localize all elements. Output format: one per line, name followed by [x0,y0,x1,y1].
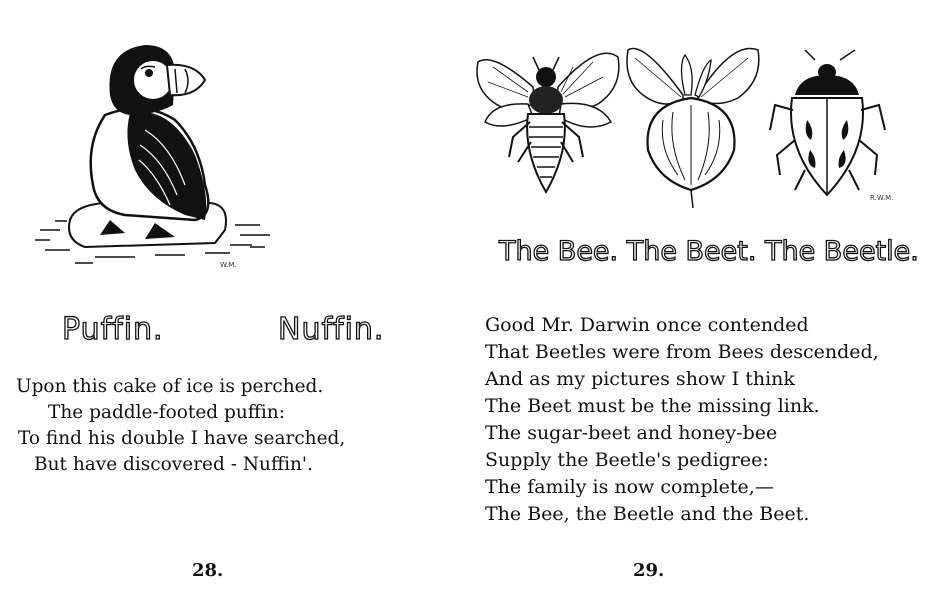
svg-text:W.M.: W.M. [220,261,237,269]
nuffin-caption: Nuffin. [278,312,385,347]
verse-line: The family is now complete,— [485,476,774,498]
verse-line: But have discovered - Nuffin'. [34,454,313,475]
page-number-29: 29. [633,560,665,581]
verse-line: To find his double I have searched, [18,428,346,449]
puffin-verse [16,374,345,478]
verse-line: And as my pictures show I think [485,368,795,390]
svg-text:R.W.M.: R.W.M. [870,194,894,202]
bee-beet-beetle-title: The Bee. The Beet. The Beetle. [499,236,919,267]
beetle-illustration [765,50,905,210]
verse-line: The Beet must be the missing link. [485,395,820,417]
verse-line: Good Mr. Darwin once contended [485,314,809,336]
darwin-verse [485,312,879,528]
verse-line: The Bee, the Beetle and the Beet. [485,503,810,525]
verse-line: The sugar-beet and honey-bee [485,422,778,444]
verse-line: The paddle-footed puffin: [48,402,285,423]
puffin-caption: Puffin. [62,312,164,347]
verse-line: That Beetles were from Bees descended, [485,341,879,363]
right-page [465,0,929,609]
beet-illustration [623,40,763,210]
verse-line: Supply the Beetle's pedigree: [485,449,769,471]
puffin-illustration [35,35,275,270]
bee-illustration [473,42,623,202]
verse-line: Upon this cake of ice is perched. [16,376,324,397]
page-number-28: 28. [192,560,224,581]
